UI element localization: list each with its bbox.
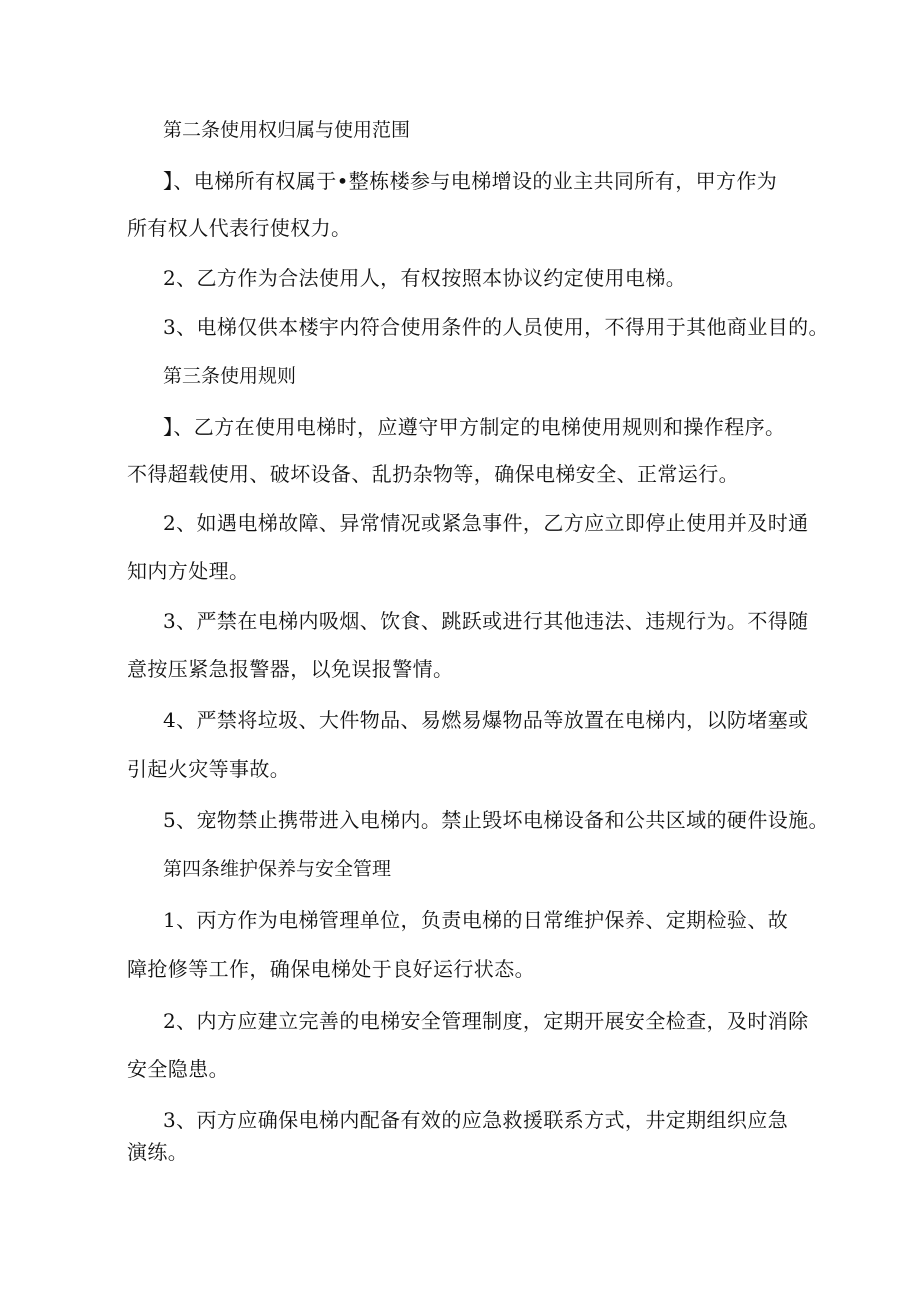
clause-line: 演练。 [127, 1140, 189, 1164]
clause-line: 2、如遇电梯故障、异常情况或紧急事件，乙方应立即停止使用并及时通 [163, 511, 809, 535]
clause-line: 】、乙方在使用电梯时，应遵守甲方制定的电梯使用规则和操作程序。 [163, 415, 786, 439]
section-heading: 第二条使用权归属与使用范围 [163, 119, 411, 141]
clause-line: 2、内方应建立完善的电梯安全管理制度，定期开展安全检查，及时消除 [163, 1009, 809, 1033]
clause-line: 引起火灾等事故。 [127, 757, 291, 781]
clause-line: 安全隐患。 [127, 1057, 229, 1081]
clause-line: 4、严禁将垃圾、大件物品、易燃易爆物品等放置在电梯内，以防堵塞或 [163, 708, 809, 732]
clause-line: 意按压紧急报警器，以免误报警情。 [127, 657, 454, 681]
clause-line: 障抢修等工作，确保电梯处于良好运行状态。 [127, 957, 535, 981]
section-heading: 第三条使用规则 [163, 365, 297, 387]
section-heading: 第四条维护保养与安全管理 [163, 858, 392, 880]
clause-line: 所有权人代表行使权力。 [127, 216, 352, 240]
clause-line: 3、严禁在电梯内吸烟、饮食、跳跃或进行其他违法、违规行为。不得随 [163, 609, 809, 633]
clause-line: 3、电梯仅供本楼宇内符合使用条件的人员使用，不得用于其他商业目的。 [163, 315, 829, 339]
clause-line: 2、乙方作为合法使用人，有权按照本协议约定使用电梯。 [163, 266, 687, 290]
clause-line: 3、丙方应确保电梯内配备有效的应急救援联系方式，井定期组织应急 [163, 1108, 789, 1132]
clause-line: 不得超载使用、破坏设备、乱扔杂物等，确保电梯安全、正常运行。 [127, 462, 739, 486]
clause-line: 5、宠物禁止携带进入电梯内。禁止毁坏电梯设备和公共区域的硬件设施。 [163, 808, 829, 832]
clause-line: 知内方处理。 [127, 559, 250, 583]
clause-line: 1、丙方作为电梯管理单位，负责电梯的日常维护保养、定期检验、故 [163, 908, 789, 932]
clause-line: 】、电梯所有权属于•整栋楼参与电梯增设的业主共同所有，甲方作为 [163, 169, 778, 193]
